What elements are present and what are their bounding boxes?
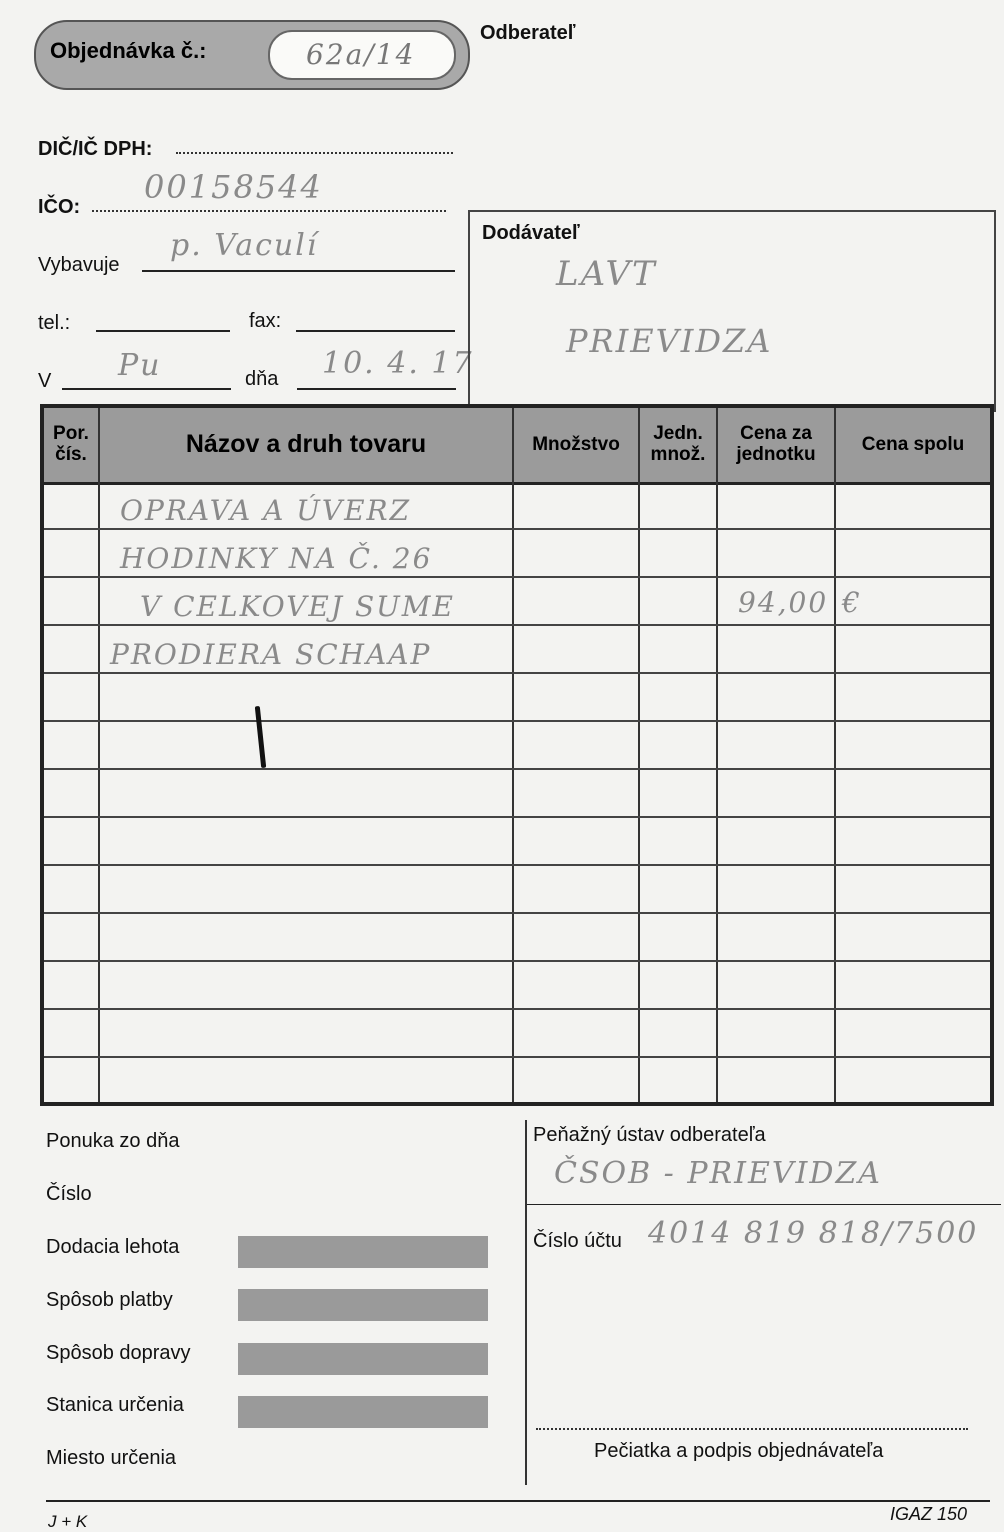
transport-method-label: Spôsob dopravy [46,1342,191,1364]
table-row-3-total: € [842,586,862,619]
offer-date-label: Ponuka zo dňa [46,1130,180,1152]
handled-by-field[interactable] [142,270,455,272]
footer-form-code: IGAZ 150 [890,1504,968,1524]
destination-station-label: Stanica určenia [46,1394,184,1416]
transport-method-field[interactable] [238,1343,488,1375]
table-row-2-name: HODINKY NA Č. 26 [120,542,433,575]
supplier-city: PRIEVIDZA [566,322,773,360]
row-divider [44,528,990,530]
date-label: dňa [245,368,279,390]
tel-field[interactable] [96,330,230,332]
ico-label: IČO: [38,196,81,218]
table-row-3-unit-price: 94,00 [738,586,829,619]
row-divider [44,864,990,866]
bank-value: ČSOB - PRIEVIDZA [554,1156,882,1191]
row-divider [44,672,990,674]
account-value: 4014 819 818/7500 [648,1216,979,1251]
col-header-unit-price: Cena za jednotku [736,423,816,465]
dic-field[interactable] [176,152,453,154]
col-header-unit: Jedn. množ. [650,423,706,465]
row-divider [44,576,990,578]
dic-label: DIČ/IČ DPH: [38,138,153,160]
delivery-term-label: Dodacia lehota [46,1236,180,1258]
col-header-name: Názov a druh tovaru [185,430,427,459]
table-row-4-name: PRODIERA SCHAAP [110,638,432,671]
handled-by-value: p. Vaculí [170,228,319,263]
ico-field[interactable] [92,210,446,212]
customer-label: Odberateľ [480,22,576,44]
column-divider [834,408,836,1102]
bottom-divider [525,1120,527,1485]
column-divider [98,408,100,1102]
place-label: V [38,370,52,392]
handled-by-label: Vybavuje [38,254,120,276]
footer-left: J + K [48,1512,88,1531]
row-divider [44,960,990,962]
table-header [44,408,990,485]
column-divider [716,408,718,1102]
pen-mark [255,706,266,768]
fax-field[interactable] [296,330,455,332]
stamp-signature-label: Pečiatka a podpis objednávateľa [594,1440,884,1462]
supplier-name: LAVT [556,254,657,294]
row-divider [44,720,990,722]
table-row-1-name: OPRAVA A ÚVERZ [120,494,412,527]
row-divider [44,912,990,914]
signature-line[interactable] [536,1428,968,1430]
fax-label: fax: [249,310,282,332]
col-header-total: Cena spolu [861,433,965,455]
bank-underline [527,1204,1001,1205]
order-number-label: Objednávka č.: [50,38,207,63]
table-row-3-name: V CELKOVEJ SUME [140,590,455,623]
supplier-label: Dodávateľ [482,222,580,244]
destination-place-label: Miesto určenia [46,1447,177,1469]
order-number-panel [34,20,470,90]
column-divider [638,408,640,1102]
place-field[interactable] [62,388,231,390]
column-divider [512,408,514,1102]
row-divider [44,624,990,626]
number-label: Číslo [46,1183,92,1205]
account-label: Číslo účtu [533,1230,622,1252]
items-table [40,404,994,1106]
delivery-term-field[interactable] [238,1236,488,1268]
order-number-value: 62a/14 [306,38,416,71]
ico-value: 00158544 [144,168,323,206]
date-value: 10. 4. 17 [322,346,474,381]
destination-station-field[interactable] [238,1396,488,1428]
place-value: Pu [118,348,162,383]
payment-method-field[interactable] [238,1289,488,1321]
col-header-qty: Množstvo [532,433,620,455]
payment-method-label: Spôsob platby [46,1289,173,1311]
col-header-no: Por. čís. [53,423,89,465]
row-divider [44,1056,990,1058]
row-divider [44,768,990,770]
supplier-box[interactable] [468,210,996,412]
bank-label: Peňažný ústav odberateľa [533,1124,766,1146]
row-divider [44,1008,990,1010]
footer-rule [46,1500,990,1502]
order-number-field[interactable] [268,30,456,80]
row-divider [44,816,990,818]
date-field[interactable] [297,388,456,390]
tel-label: tel.: [38,312,71,334]
